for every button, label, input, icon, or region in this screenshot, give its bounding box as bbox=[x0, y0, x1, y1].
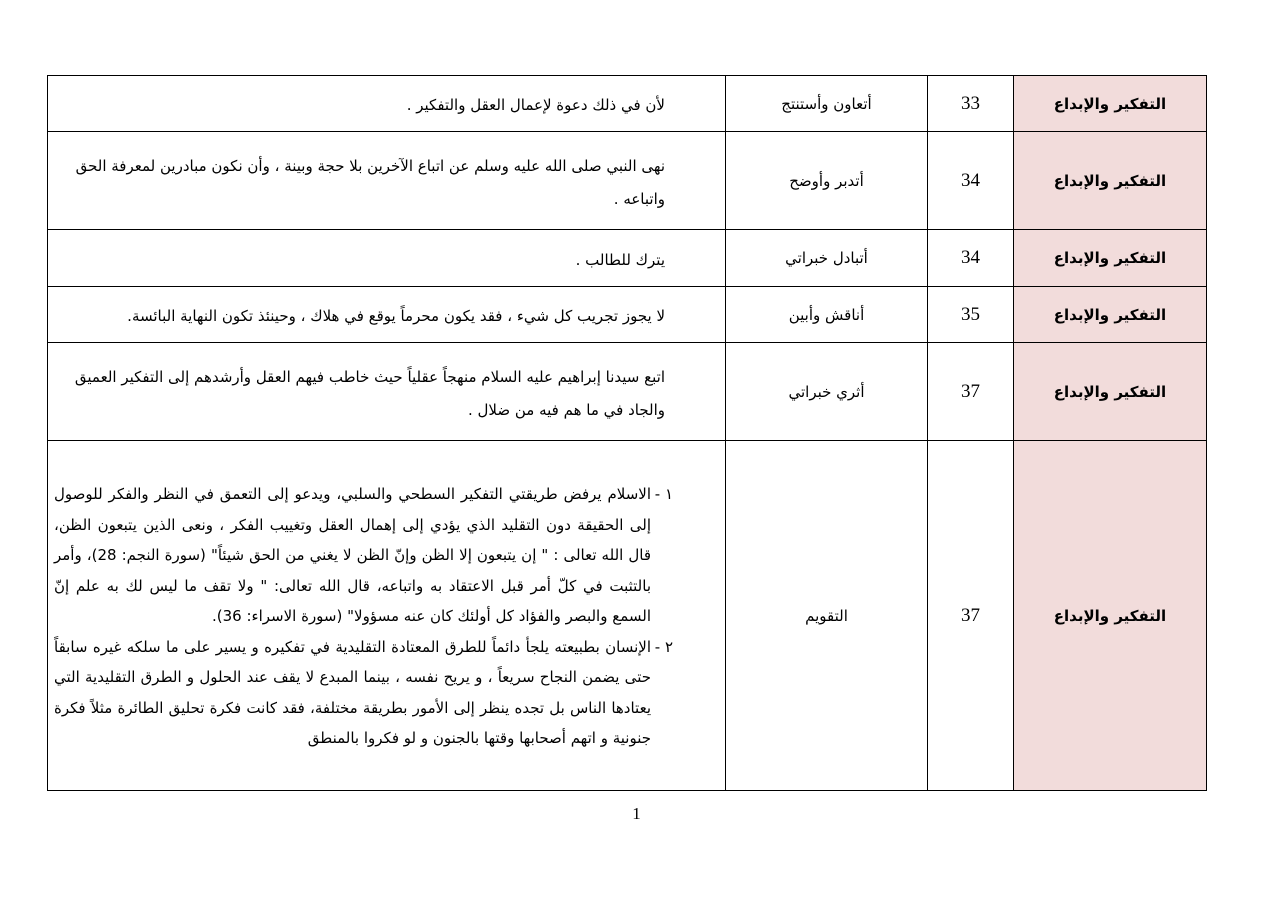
answer-cell bbox=[48, 230, 726, 287]
page-number: 1 bbox=[632, 804, 641, 823]
list-item bbox=[54, 632, 673, 754]
answer-cell bbox=[48, 132, 726, 230]
page-number-cell: 33 bbox=[928, 76, 1014, 132]
page-number-cell: 34 bbox=[928, 132, 1014, 230]
activity-cell: أثري خبراتي bbox=[726, 343, 928, 441]
domain-cell: التفكير والإبداع bbox=[1014, 441, 1207, 791]
table-row bbox=[48, 230, 1207, 287]
list-item-number: ٢ - bbox=[654, 637, 673, 656]
domain-cell: التفكير والإبداع bbox=[1014, 343, 1207, 441]
page-number-cell: 37 bbox=[928, 441, 1014, 791]
activity-cell: أتدبر وأوضح bbox=[726, 132, 928, 230]
list-item bbox=[54, 479, 673, 632]
answer-cell bbox=[48, 343, 726, 441]
answer-cell bbox=[48, 76, 726, 132]
domain-cell: التفكير والإبداع bbox=[1014, 132, 1207, 230]
table-row bbox=[48, 441, 1207, 791]
answers-table bbox=[47, 75, 1207, 791]
answer-text: يترك للطالب . bbox=[575, 250, 665, 269]
answer-list bbox=[48, 477, 725, 754]
table-row bbox=[48, 76, 1207, 132]
page-number-cell: 37 bbox=[928, 343, 1014, 441]
answer-text: لأن في ذلك دعوة لإعمال العقل والتفكير . bbox=[406, 96, 665, 114]
list-item-number: ١ - bbox=[654, 485, 673, 504]
activity-cell: أتعاون وأستنتج bbox=[726, 76, 928, 132]
table-row bbox=[48, 287, 1207, 343]
table-row bbox=[48, 132, 1207, 230]
activity-cell: أتبادل خبراتي bbox=[726, 230, 928, 287]
list-item-text: الإنسان بطبيعته يلجأ دائماً للطرق المعتادة التقليدية في تفكيره و يسير على ما سلكه غيره سابقاً حتى يضمن النجاح سريعاً ، و يريح نفسه ، بينما المبدع لا يقف عند الحلول و الطرق التقليدية التي يعتادها الناس بل تجده ينظر إلى الأمور بطريقة مختلفة، فقد كانت فكرة تحليق الطائرة مثلاً فكرة جنونية و اتهم أصحابها وقتها بالجنون و لو فكروا بالمنطق bbox=[54, 637, 651, 748]
page-number-cell: 34 bbox=[928, 230, 1014, 287]
table-row bbox=[48, 343, 1207, 441]
activity-cell: أناقش وأبين bbox=[726, 287, 928, 343]
answer-text: نهى النبي صلى الله عليه وسلم عن اتباع الآخرين بلا حجة وبينة ، وأن نكون مبادرين لمعرفة الحق واتباعه . bbox=[75, 156, 665, 208]
domain-cell: التفكير والإبداع bbox=[1014, 287, 1207, 343]
answer-cell bbox=[48, 441, 726, 791]
list-item-text: الاسلام يرفض طريقتي التفكير السطحي والسلبي، ويدعو إلى التعمق في النظر والفكر للوصول إلى الحقيقة دون التقليد الذي يؤدي إلى إهمال العقل وتغييب الفكر ، ونعى الذين يتبعون الظن، قال الله تعالى : " إن يتبعون إلا الظن وإنّ الظن لا يغني من الحق شيئاً" (سورة النجم: 28)، وأمر بالتثبت في كلّ أمر قبل الاعتقاد به واتباعه، قال الله تعالى: " ولا تقف ما ليس لك به علم إنّ السمع والبصر والفؤاد كل أولئك كان عنه مسؤولا" (سورة الاسراء: 36). bbox=[54, 485, 651, 626]
activity-cell: التقويم bbox=[726, 441, 928, 791]
domain-cell: التفكير والإبداع bbox=[1014, 76, 1207, 132]
answer-text: اتبع سيدنا إبراهيم عليه السلام منهجاً عقلياً حيث خاطب فيهم العقل وأرشدهم إلى التفكير العميق والجاد في ما هم فيه من ضلال . bbox=[74, 367, 665, 419]
domain-cell: التفكير والإبداع bbox=[1014, 230, 1207, 287]
page-number-cell: 35 bbox=[928, 287, 1014, 343]
answer-cell bbox=[48, 287, 726, 343]
answer-text: لا يجوز تجريب كل شيء ، فقد يكون محرماً يوقع في هلاك ، وحينئذ تكون النهاية البائسة. bbox=[127, 307, 665, 325]
